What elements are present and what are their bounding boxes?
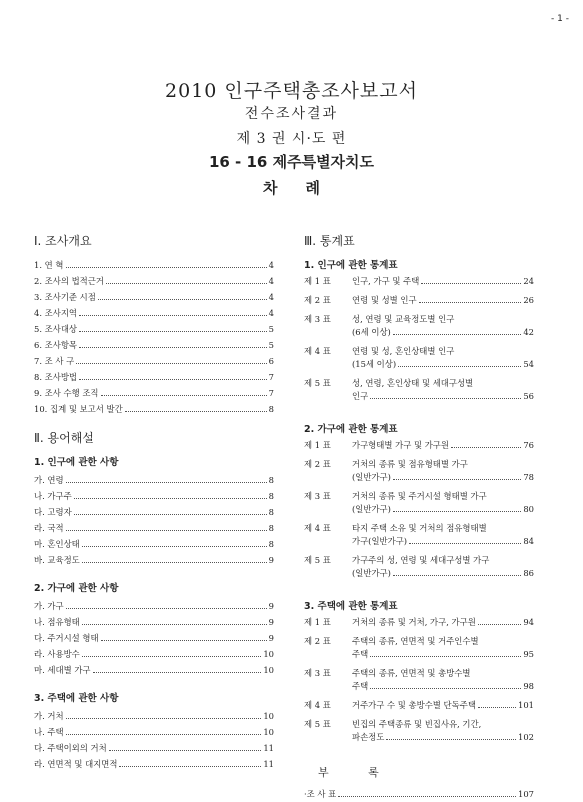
page-number-ref: 98 xyxy=(523,681,534,691)
page-number-ref: 56 xyxy=(523,391,534,401)
volume-title: 제 3 권 시·도 편 xyxy=(236,131,347,147)
toc-entry xyxy=(34,257,274,273)
dot-leader xyxy=(79,347,267,348)
entry-line xyxy=(352,522,534,535)
entry-label: 나. 점유형태 xyxy=(34,617,80,627)
dot-leader xyxy=(74,498,267,499)
entry-body xyxy=(352,667,534,693)
entry-line xyxy=(352,731,534,744)
entry-line xyxy=(352,458,534,471)
toc-list xyxy=(34,257,274,417)
toc-entry xyxy=(34,488,274,504)
dot-leader xyxy=(409,543,521,544)
toc-entry xyxy=(34,520,274,536)
entry-body xyxy=(352,490,534,516)
entry-line xyxy=(352,616,534,629)
entry-label: 연령 및 성, 혼인상태별 인구 xyxy=(352,346,455,356)
entry-label: 라. 연면적 및 대지면적 xyxy=(34,759,118,769)
dot-leader xyxy=(76,363,266,364)
page-number-ref: 9 xyxy=(268,555,274,565)
page-number-ref: 8 xyxy=(268,523,274,533)
dot-leader xyxy=(66,482,267,483)
entry-label: 거처의 종류 및 거처, 가구, 가구원 xyxy=(352,617,476,627)
dot-leader xyxy=(119,766,261,767)
entry-line xyxy=(352,490,534,503)
entry-label: 바. 교육정도 xyxy=(34,555,80,565)
entry-label: 6. 조사항목 xyxy=(34,340,78,350)
table-number: 제 5 표 xyxy=(304,378,331,388)
entry-line xyxy=(352,718,534,731)
toc-list xyxy=(304,275,534,409)
toc-entry xyxy=(304,275,534,288)
page-number-ref: 5 xyxy=(268,340,274,350)
entry-body xyxy=(352,345,534,371)
page-number-ref: 26 xyxy=(523,295,534,305)
toc-list xyxy=(304,439,534,586)
dot-leader xyxy=(66,718,262,719)
table-number: 제 1 표 xyxy=(304,276,331,286)
toc-entry xyxy=(34,724,274,740)
section-heading: Ⅱ. 용어해설 xyxy=(34,431,94,445)
entry-label: 나. 주택 xyxy=(34,727,64,737)
entry-body xyxy=(352,377,534,403)
toc-entry xyxy=(304,458,534,484)
report-title: 2010 인구주택총조사보고서 xyxy=(165,80,418,102)
entry-label: 주택의 종류, 연면적 및 총방수별 xyxy=(352,668,471,678)
entry-label: 다. 고령자 xyxy=(34,507,72,517)
entry-label: 성, 연령 및 교육정도별 인구 xyxy=(352,314,455,324)
toc-entry xyxy=(304,718,534,744)
page-number-ref: 10 xyxy=(263,665,274,675)
dot-leader xyxy=(106,283,267,284)
dot-leader xyxy=(66,530,267,531)
subsection-heading: 3. 주택에 관한 통계표 xyxy=(304,601,398,612)
dot-leader xyxy=(82,562,267,563)
toc-entry xyxy=(304,490,534,516)
toc-entry xyxy=(34,337,274,353)
page-number-ref: 4 xyxy=(268,308,274,318)
toc-entry xyxy=(304,554,534,580)
toc-entry xyxy=(34,385,274,401)
page-number-ref: 10 xyxy=(263,649,274,659)
entry-label: 5. 조사대상 xyxy=(34,324,78,334)
entry-label: (일반가구) xyxy=(352,472,391,482)
entry-label: 연령 및 성별 인구 xyxy=(352,295,417,305)
dot-leader xyxy=(98,299,267,300)
entry-line xyxy=(352,345,534,358)
page-number-ref: 8 xyxy=(268,475,274,485)
entry-label: 가구(일반가구) xyxy=(352,536,408,546)
toc-entry xyxy=(34,756,274,772)
dot-leader xyxy=(338,796,516,797)
page-number-ref: 5 xyxy=(268,324,274,334)
page-number-ref: 8 xyxy=(268,539,274,549)
entry-label: 다. 주거시설 형태 xyxy=(34,633,99,643)
entry-label: 주택 xyxy=(352,681,369,691)
toc-entry xyxy=(304,635,534,661)
entry-label: 주택 xyxy=(352,649,369,659)
toc-entry xyxy=(34,646,274,662)
subsection-heading: 2. 가구에 관한 통계표 xyxy=(304,424,398,435)
page-number-ref: 86 xyxy=(523,568,534,578)
dot-leader xyxy=(478,624,522,625)
entry-label: 가. 가구 xyxy=(34,601,64,611)
dot-leader xyxy=(393,511,521,512)
toc-entry xyxy=(34,353,274,369)
subsection-heading: 2. 가구에 관한 사항 xyxy=(34,583,119,594)
entry-label: 라. 국적 xyxy=(34,523,64,533)
entry-line xyxy=(352,667,534,680)
page-number-ref: 8 xyxy=(268,507,274,517)
entry-label: 가. 거처 xyxy=(34,711,64,721)
page-number: - 1 - xyxy=(551,14,569,24)
entry-label: 2. 조사의 법적근거 xyxy=(34,276,104,286)
toc-heading: 차례 xyxy=(263,179,348,197)
entry-line xyxy=(352,554,534,567)
entry-label: 3. 조사기준 시점 xyxy=(34,292,96,302)
table-number: 제 2 표 xyxy=(304,459,331,469)
entry-body xyxy=(352,458,534,484)
entry-body xyxy=(352,294,534,307)
dot-leader xyxy=(370,688,521,689)
entry-body xyxy=(352,522,534,548)
toc-entry xyxy=(304,616,534,629)
toc-right-column xyxy=(304,232,534,802)
dot-leader xyxy=(101,640,267,641)
report-subtitle: 전수조사결과 xyxy=(244,106,339,122)
entry-line xyxy=(352,390,534,403)
subsection-heading: 3. 주택에 관한 사항 xyxy=(34,693,119,704)
dot-leader xyxy=(66,267,267,268)
page-number-ref: 7 xyxy=(268,388,274,398)
entry-label: 마. 혼인상태 xyxy=(34,539,80,549)
table-number: 제 1 표 xyxy=(304,440,331,450)
entry-label: 인구, 가구 및 주택 xyxy=(352,276,420,286)
toc-entry xyxy=(34,630,274,646)
page-number-ref: 8 xyxy=(268,491,274,501)
page-number-ref: 76 xyxy=(523,440,534,450)
page-number-ref: 11 xyxy=(263,759,274,769)
toc-list xyxy=(34,472,274,568)
dot-leader xyxy=(82,546,267,547)
entry-line xyxy=(352,439,534,452)
toc-entry xyxy=(34,598,274,614)
page-number-ref: 10 xyxy=(263,727,274,737)
entry-line xyxy=(352,326,534,339)
entry-label: 8. 조사방법 xyxy=(34,372,78,382)
entry-label: 파손정도 xyxy=(352,732,385,742)
page-number-ref: 11 xyxy=(263,743,274,753)
entry-label: (일반가구) xyxy=(352,504,391,514)
toc-left-column xyxy=(34,232,274,772)
dot-leader xyxy=(398,366,521,367)
dot-leader xyxy=(386,739,516,740)
toc-entry xyxy=(34,536,274,552)
entry-label: 7. 조 사 구 xyxy=(34,356,75,366)
page-number-ref: 84 xyxy=(523,536,534,546)
entry-label: 가구형태별 가구 및 가구원 xyxy=(352,440,449,450)
page-number-ref: 6 xyxy=(268,356,274,366)
entry-body xyxy=(352,313,534,339)
toc-entry xyxy=(34,321,274,337)
entry-label: 빈집의 주택종류 및 빈집사유, 기간, xyxy=(352,719,482,729)
section-heading: Ⅰ. 조사개요 xyxy=(34,234,92,248)
dot-leader xyxy=(451,447,521,448)
appendix-heading: 부 록 xyxy=(318,766,397,779)
table-number: 제 3 표 xyxy=(304,491,331,501)
entry-label: (6세 이상) xyxy=(352,327,391,337)
toc-entry xyxy=(34,708,274,724)
entry-label: 거주가구 수 및 총방수별 단독주택 xyxy=(352,700,476,710)
entry-body xyxy=(352,275,534,288)
dot-leader xyxy=(370,398,521,399)
dot-leader xyxy=(393,575,521,576)
entry-label: 타지 주택 소유 및 거처의 점유형태별 xyxy=(352,523,487,533)
toc-entry xyxy=(34,273,274,289)
toc-entry xyxy=(304,667,534,693)
entry-line xyxy=(352,635,534,648)
page-number-ref: 4 xyxy=(268,292,274,302)
dot-leader xyxy=(370,656,521,657)
entry-label: 인구 xyxy=(352,391,369,401)
page-number-ref: 107 xyxy=(518,789,534,799)
table-number: 제 5 표 xyxy=(304,719,331,729)
entry-line xyxy=(352,680,534,693)
entry-label: ·조 사 표 xyxy=(304,789,337,799)
page-number-ref: 94 xyxy=(523,617,534,627)
entry-label: 10. 집계 및 보고서 발간 xyxy=(34,404,123,414)
dot-leader xyxy=(421,283,521,284)
entry-line xyxy=(352,275,534,288)
entry-label: (일반가구) xyxy=(352,568,391,578)
entry-label: 거처의 종류 및 주거시설 형태별 가구 xyxy=(352,491,487,501)
toc-entry xyxy=(34,289,274,305)
entry-body xyxy=(352,439,534,452)
dot-leader xyxy=(66,734,262,735)
entry-line xyxy=(352,358,534,371)
page-number-ref: 7 xyxy=(268,372,274,382)
region-title: 16 - 16 제주특별자치도 xyxy=(208,153,375,171)
toc-entry xyxy=(304,439,534,452)
table-number: 제 4 표 xyxy=(304,346,331,356)
toc-entry xyxy=(34,504,274,520)
entry-line xyxy=(352,294,534,307)
page-number-ref: 9 xyxy=(268,633,274,643)
entry-label: 9. 조사 수행 조직 xyxy=(34,388,99,398)
entry-label: 마. 세대별 가구 xyxy=(34,665,91,675)
page-number-ref: 102 xyxy=(518,732,534,742)
page-number-ref: 9 xyxy=(268,617,274,627)
entry-line xyxy=(352,313,534,326)
subsection-heading: 1. 인구에 관한 통계표 xyxy=(304,260,398,271)
entry-line xyxy=(352,648,534,661)
dot-leader xyxy=(109,750,262,751)
entry-label: 거처의 종류 및 점유형태별 가구 xyxy=(352,459,468,469)
entry-label: (15세 이상) xyxy=(352,359,397,369)
toc-entry xyxy=(34,369,274,385)
page-number-ref: 9 xyxy=(268,601,274,611)
entry-line xyxy=(352,471,534,484)
entry-label: 4. 조사지역 xyxy=(34,308,78,318)
entry-label: 1. 연 혁 xyxy=(34,260,64,270)
table-number: 제 5 표 xyxy=(304,555,331,565)
entry-label: 나. 가구주 xyxy=(34,491,72,501)
entry-body xyxy=(352,616,534,629)
entry-body xyxy=(352,718,534,744)
toc-entry xyxy=(34,662,274,678)
entry-label: 라. 사용방수 xyxy=(34,649,80,659)
page-number-ref: 10 xyxy=(263,711,274,721)
dot-leader xyxy=(93,672,262,673)
dot-leader xyxy=(393,334,522,335)
page-number-ref: 4 xyxy=(268,260,274,270)
toc-list xyxy=(34,708,274,772)
entry-line xyxy=(352,567,534,580)
page-number-ref: 4 xyxy=(268,276,274,286)
toc-entry xyxy=(304,345,534,371)
dot-leader xyxy=(79,315,267,316)
entry-label: 다. 주택이외의 거처 xyxy=(34,743,107,753)
dot-leader xyxy=(79,379,267,380)
subsection-heading: 1. 인구에 관한 사항 xyxy=(34,457,119,468)
dot-leader xyxy=(478,707,516,708)
table-number: 제 1 표 xyxy=(304,617,331,627)
toc-entry xyxy=(34,472,274,488)
entry-label: 성, 연령, 혼인상태 및 세대구성별 xyxy=(352,378,474,388)
dot-leader xyxy=(82,656,262,657)
dot-leader xyxy=(82,624,267,625)
page-number-ref: 54 xyxy=(523,359,534,369)
toc-entry xyxy=(34,401,274,417)
page-number-ref: 101 xyxy=(518,700,534,710)
toc-entry xyxy=(304,294,534,307)
toc-entry xyxy=(304,522,534,548)
table-number: 제 2 표 xyxy=(304,295,331,305)
toc-entry xyxy=(34,305,274,321)
toc-entry xyxy=(34,552,274,568)
entry-label: 가구주의 성, 연령 및 세대구성별 가구 xyxy=(352,555,490,565)
entry-body xyxy=(352,699,534,712)
dot-leader xyxy=(79,331,267,332)
entry-label: 주택의 종류, 연면적 및 거주인수별 xyxy=(352,636,479,646)
table-number: 제 4 표 xyxy=(304,700,331,710)
dot-leader xyxy=(125,411,267,412)
entry-line xyxy=(352,377,534,390)
toc-entry xyxy=(34,614,274,630)
entry-label: 가. 연령 xyxy=(34,475,64,485)
page-number-ref: 95 xyxy=(523,649,534,659)
page-number-ref: 24 xyxy=(523,276,534,286)
page-number-ref: 8 xyxy=(268,404,274,414)
dot-leader xyxy=(101,395,267,396)
toc-entry xyxy=(304,313,534,339)
dot-leader xyxy=(74,514,267,515)
toc-list xyxy=(34,598,274,678)
toc-entry xyxy=(34,740,274,756)
table-number: 제 3 표 xyxy=(304,668,331,678)
toc-list xyxy=(304,616,534,750)
table-number: 제 4 표 xyxy=(304,523,331,533)
table-number: 제 3 표 xyxy=(304,314,331,324)
page-number-ref: 42 xyxy=(523,327,534,337)
page-number-ref: 80 xyxy=(523,504,534,514)
table-number: 제 2 표 xyxy=(304,636,331,646)
page-number-ref: 78 xyxy=(523,472,534,482)
toc-entry xyxy=(304,699,534,712)
entry-line xyxy=(352,699,534,712)
entry-line xyxy=(352,535,534,548)
dot-leader xyxy=(393,479,521,480)
dot-leader xyxy=(66,608,267,609)
dot-leader xyxy=(419,302,522,303)
entry-line xyxy=(352,503,534,516)
entry-body xyxy=(352,554,534,580)
section-heading: Ⅲ. 통계표 xyxy=(304,234,355,248)
toc-entry xyxy=(304,377,534,403)
entry-body xyxy=(352,635,534,661)
